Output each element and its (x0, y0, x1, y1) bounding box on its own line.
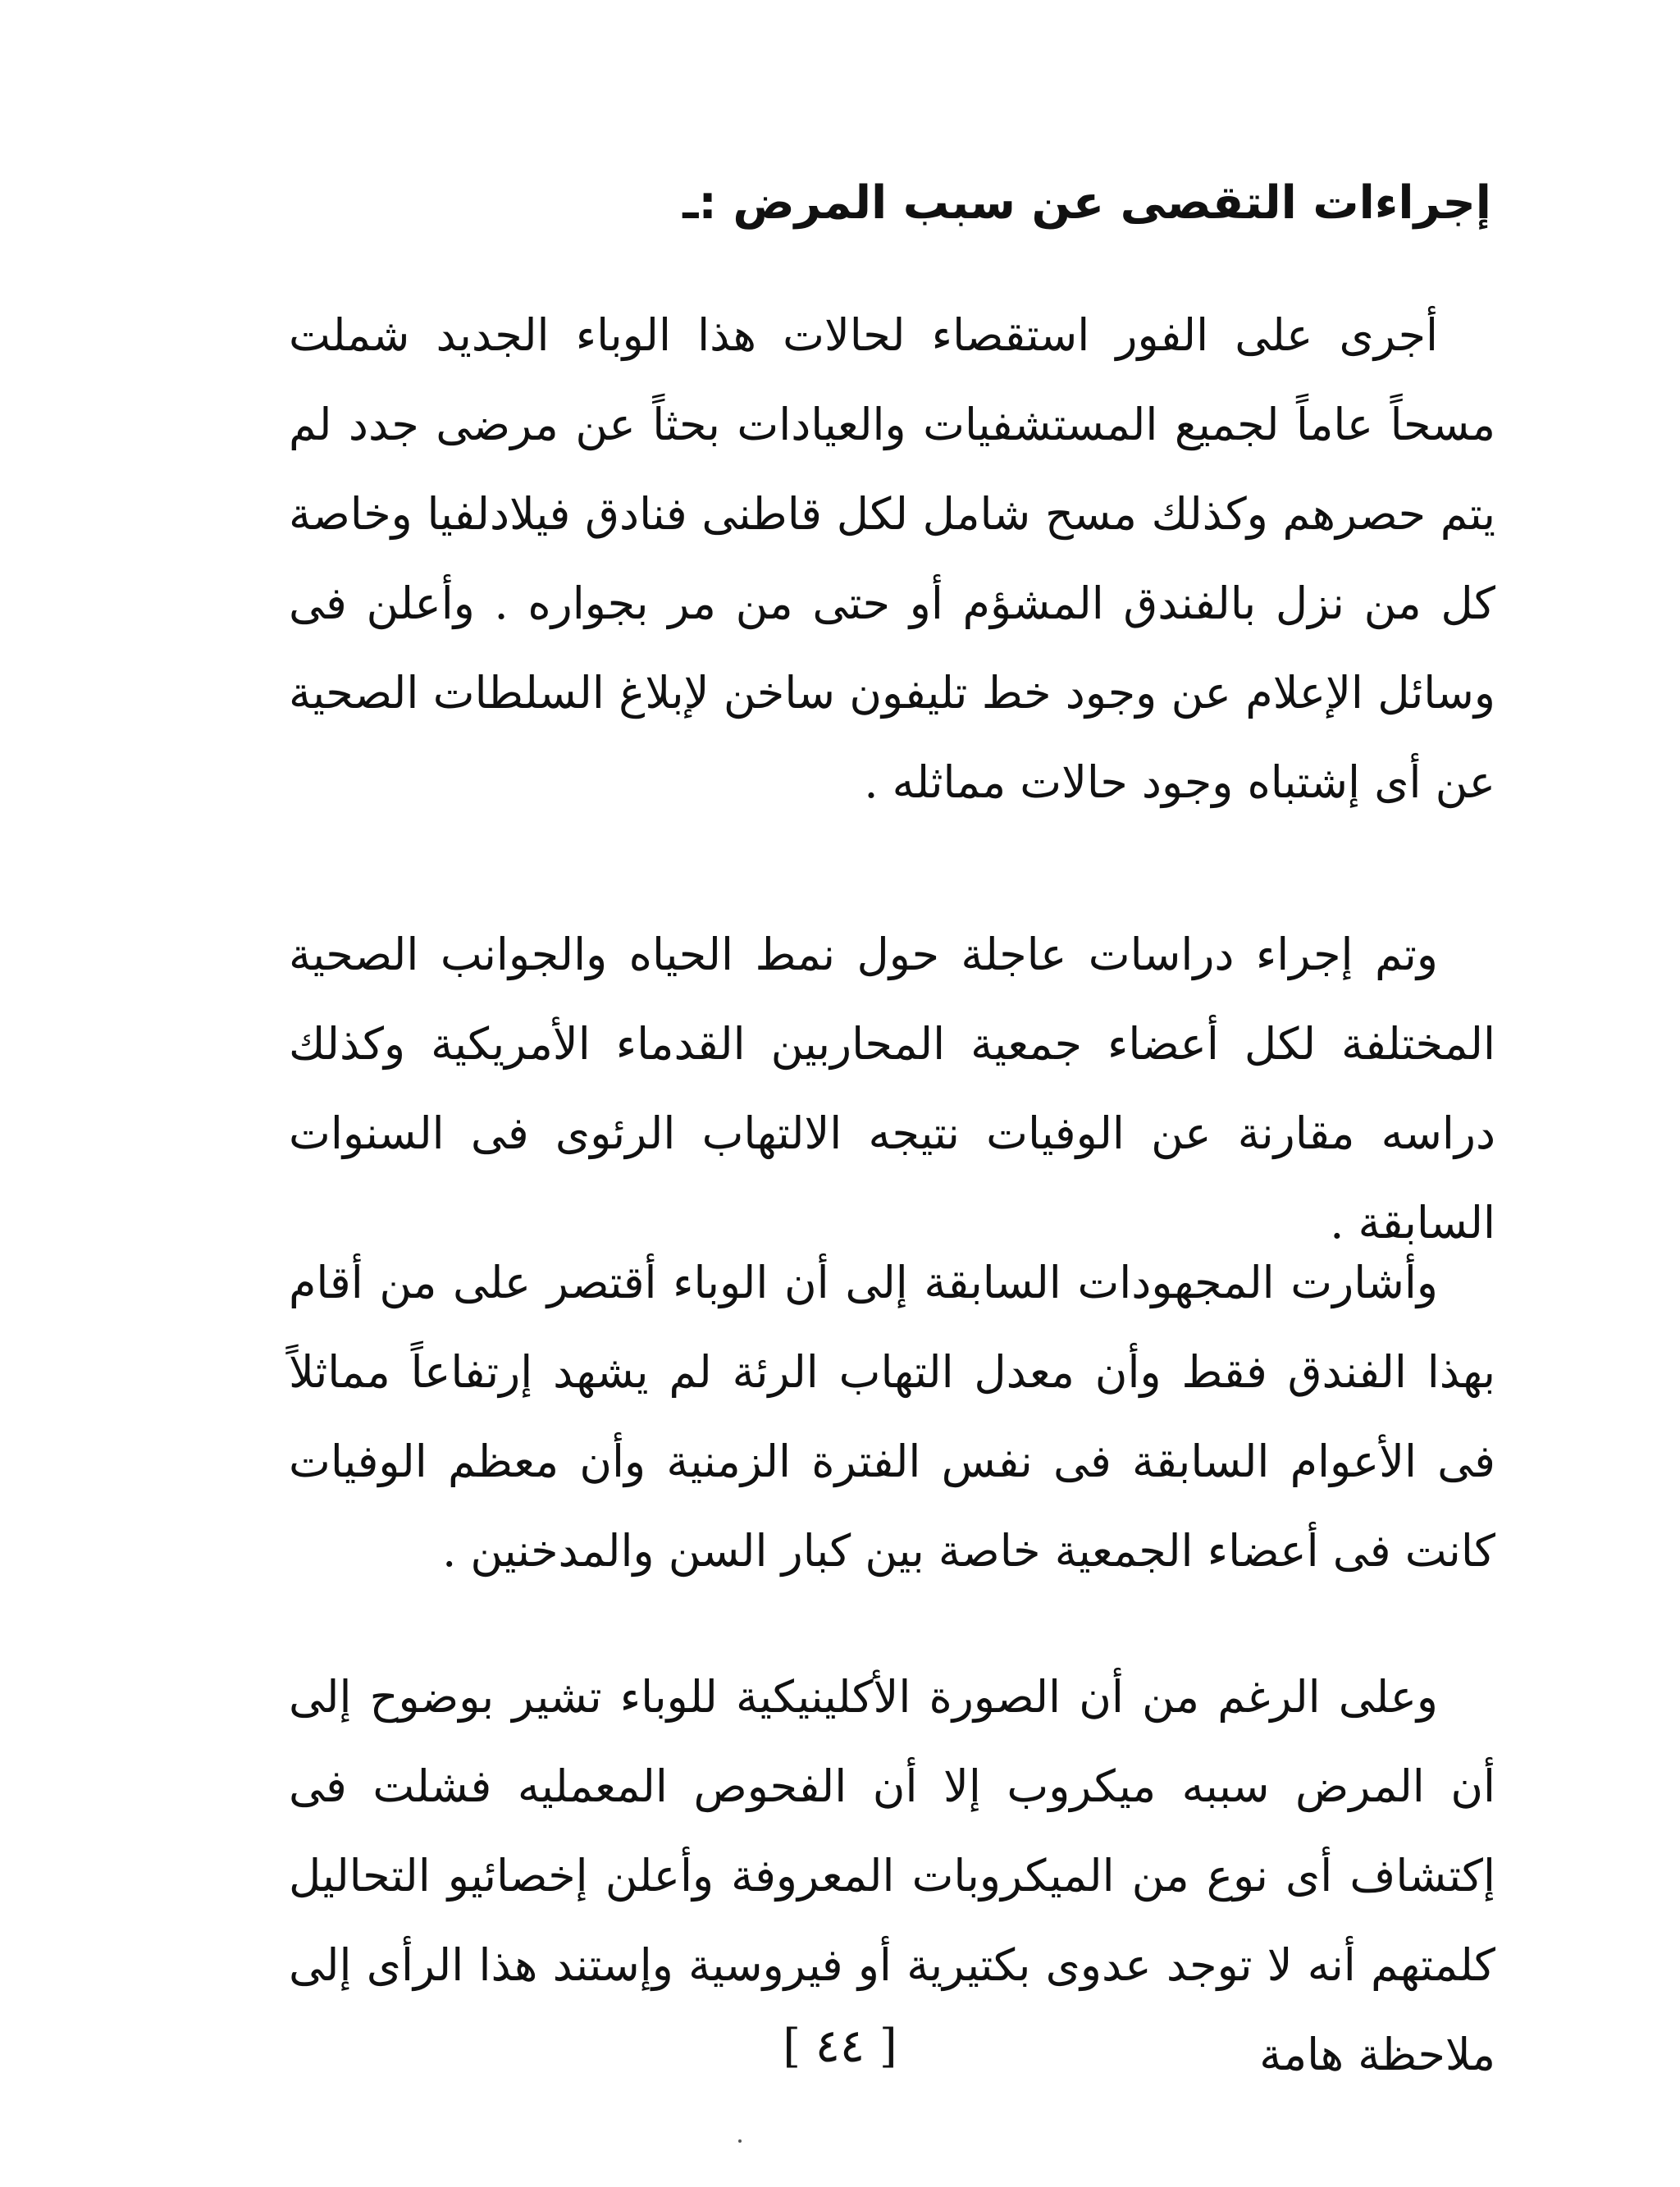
paragraph-4: وعلى الرغم من أن الصورة الأكلينيكية للوباء تشير بوضوح إلى أن المرض سببه ميكروب إلا أن الفحوص المعمليه فشلت فى إكتشاف أى نوع من الميكروبات المعروفة وأعلن إخصائيو التحاليل كلمتهم أنه لا توجد عدوى بكتيرية أو فيروسية وإستند هذا الرأى إلى ملاحظة هامة (289, 1671, 1495, 2080)
page-number: [ ٤٤ ] (783, 2020, 897, 2073)
paragraph-3: وأشارت المجهودات السابقة إلى أن الوباء أقتصر على من أقام بهذا الفندق فقط وأن معدل التهاب الرئة لم يشهد إرتفاعاً مماثلاً فى الأعوام السابقة فى نفس الفترة الزمنية وأن معظم الوفيات كانت فى أعضاء الجمعية خاصة بين كبار السن والمدخنين . (289, 1257, 1495, 1577)
scan-speck (738, 2139, 742, 2143)
paragraph-1: أجرى على الفور استقصاء لحالات هذا الوباء الجديد شملت مسحاً عاماً لجميع المستشفيات والعيادات بحثاً عن مرضى جدد لم يتم حصرهم وكذلك مسح شامل لكل قاطنى فنادق فيلادلفيا وخاصة كل من نزل بالفندق المشؤم أو حتى من مر بجواره . وأعلن فى وسائل الإعلام عن وجود خط تليفون ساخن لإبلاغ السلطات الصحية عن أى إشتباه وجود حالات مماثله . (289, 309, 1495, 808)
paragraph-2: وتم إجراء دراسات عاجلة حول نمط الحياه والجوانب الصحية المختلفة لكل أعضاء جمعية المحاربين القدماء الأمريكية وكذلك دراسه مقارنة عن الوفيات نتيجه الالتهاب الرئوى فى السنوات السابقة . (289, 929, 1495, 1249)
section-heading: إجراءات التقصى عن سبب المرض :ـ (682, 176, 1491, 230)
